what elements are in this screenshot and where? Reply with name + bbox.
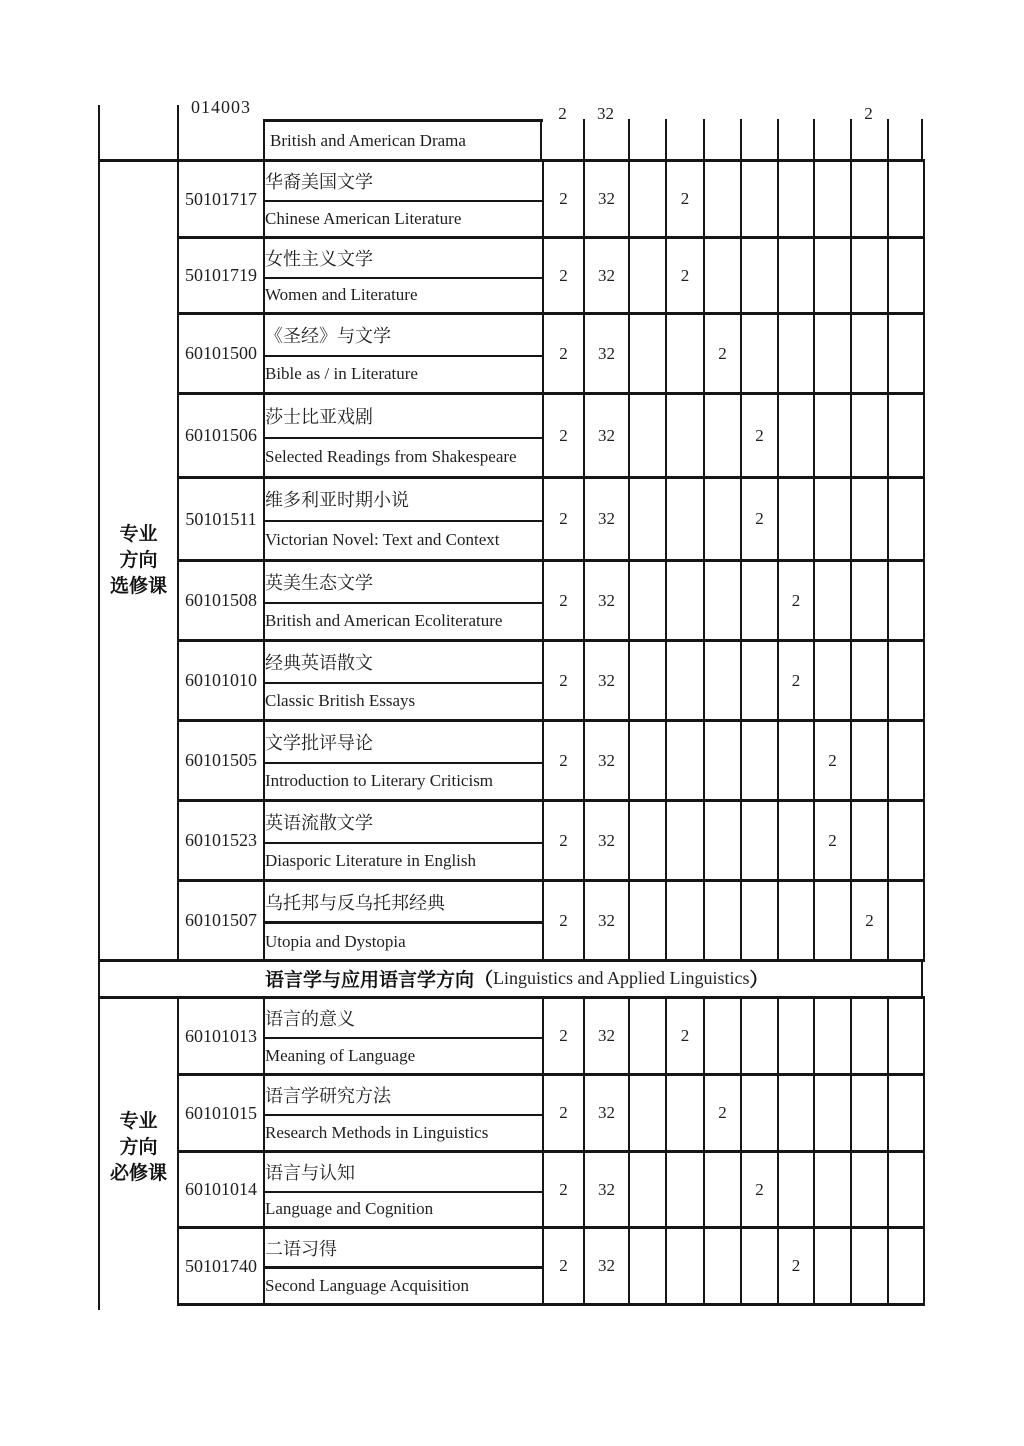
semester-7-cell — [851, 314, 888, 394]
hours-cell: 32 — [584, 641, 629, 721]
course-name-zh-cell: 乌托邦与反乌托邦经典 — [264, 881, 543, 923]
semester-2-cell — [666, 1228, 704, 1305]
grid-line — [703, 119, 705, 161]
credits-cell: 2 — [543, 721, 584, 801]
category-label-line: 方向 — [119, 1136, 158, 1158]
category-label-line: 专业 — [119, 523, 158, 545]
grid-line — [887, 119, 889, 161]
semester-3-cell — [704, 641, 741, 721]
semester-1-cell — [629, 721, 666, 801]
semester-8-cell — [888, 1228, 924, 1305]
credits-cell: 2 — [543, 561, 584, 641]
semester-2-cell: 2 — [666, 998, 704, 1075]
partial-course-name-en — [266, 124, 542, 158]
semester-5-cell — [778, 1075, 814, 1152]
semester-6-cell — [814, 881, 851, 961]
course-code-cell: 50101719 — [178, 238, 264, 314]
semester-7-cell — [851, 478, 888, 561]
credits-cell: 2 — [543, 314, 584, 394]
semester-4-cell: 2 — [741, 1152, 778, 1228]
semester-4-cell — [741, 721, 778, 801]
semester-4-cell — [741, 314, 778, 394]
semester-1-cell — [629, 1152, 666, 1228]
semester-6-cell: 2 — [814, 801, 851, 881]
course-name-zh-cell: 维多利亚时期小说 — [264, 478, 543, 521]
semester-3-cell — [704, 394, 741, 478]
semester-7-cell — [851, 721, 888, 801]
direction-header-zh: 语言学与应用语言学方向 — [265, 970, 475, 991]
course-row — [99, 238, 924, 278]
partial-hours: 32 — [597, 104, 614, 123]
course-name-zh-cell: 莎士比亚戏剧 — [264, 394, 543, 438]
credits-cell: 2 — [543, 1228, 584, 1305]
semester-2-cell — [666, 1152, 704, 1228]
semester-3-cell — [704, 161, 741, 238]
semester-8-cell — [888, 314, 924, 394]
partial-course-name-en-text: British and American Drama — [270, 131, 466, 150]
semester-5-cell — [778, 881, 814, 961]
semester-8-cell — [888, 641, 924, 721]
course-row — [99, 641, 924, 683]
semester-5-cell — [778, 161, 814, 238]
course-name-en-cell: Language and Cognition — [264, 1192, 543, 1228]
course-row — [99, 1075, 924, 1115]
semester-4-cell — [741, 238, 778, 314]
credits-cell: 2 — [543, 238, 584, 314]
semester-2-cell — [666, 801, 704, 881]
course-name-en-cell: British and American Ecoliterature — [264, 603, 543, 641]
semester-4-cell — [741, 1228, 778, 1305]
hours-cell: 32 — [584, 721, 629, 801]
semester-1-cell — [629, 1228, 666, 1305]
grid-line — [740, 119, 742, 161]
course-name-en-cell: Introduction to Literary Criticism — [264, 763, 543, 801]
course-code-cell: 60101507 — [178, 881, 264, 961]
semester-7-cell — [851, 1152, 888, 1228]
semester-3-cell — [704, 801, 741, 881]
grid-line — [98, 1304, 100, 1310]
semester-1-cell — [629, 314, 666, 394]
course-name-en-cell: Second Language Acquisition — [264, 1268, 543, 1305]
semester-5-cell: 2 — [778, 1228, 814, 1305]
semester-8-cell — [888, 394, 924, 478]
credits-cell: 2 — [543, 394, 584, 478]
grid-line — [98, 105, 100, 161]
semester-5-cell — [778, 801, 814, 881]
semester-1-cell — [629, 394, 666, 478]
semester-6-cell — [814, 1075, 851, 1152]
semester-7-cell — [851, 161, 888, 238]
hours-cell: 32 — [584, 881, 629, 961]
semester-2-cell — [666, 314, 704, 394]
course-row — [99, 881, 924, 923]
course-name-zh-cell: 经典英语散文 — [264, 641, 543, 683]
credits-cell: 2 — [543, 161, 584, 238]
hours-cell: 32 — [584, 238, 629, 314]
course-row — [99, 1228, 924, 1268]
category-label-elective — [100, 522, 177, 600]
course-row — [99, 998, 924, 1038]
grid-line — [263, 119, 265, 161]
semester-6-cell — [814, 998, 851, 1075]
course-row — [99, 721, 924, 763]
semester-1-cell — [629, 801, 666, 881]
semester-7-cell — [851, 998, 888, 1075]
hours-cell: 32 — [584, 1228, 629, 1305]
semester-2-cell — [666, 641, 704, 721]
course-code-cell: 60101508 — [178, 561, 264, 641]
course-code-cell: 60101015 — [178, 1075, 264, 1152]
course-code-cell: 50101717 — [178, 161, 264, 238]
semester-3-cell — [704, 238, 741, 314]
credits-cell: 2 — [543, 998, 584, 1075]
category-label-line: 方向 — [119, 549, 158, 571]
course-code-cell: 60101505 — [178, 721, 264, 801]
course-code-cell: 60101010 — [178, 641, 264, 721]
hours-cell: 32 — [584, 394, 629, 478]
semester-7-cell — [851, 238, 888, 314]
partial-semester-value: 2 — [864, 104, 873, 123]
semester-6-cell — [814, 561, 851, 641]
semester-5-cell: 2 — [778, 641, 814, 721]
semester-8-cell — [888, 238, 924, 314]
semester-8-cell — [888, 721, 924, 801]
semester-1-cell — [629, 561, 666, 641]
semester-3-cell — [704, 721, 741, 801]
course-name-zh-cell: 女性主义文学 — [264, 238, 543, 278]
grid-line — [263, 119, 543, 122]
course-name-en-cell: Meaning of Language — [264, 1038, 543, 1075]
semester-7-cell — [851, 1228, 888, 1305]
hours-cell: 32 — [584, 161, 629, 238]
semester-8-cell — [888, 881, 924, 961]
direction-header-close-paren: ） — [749, 970, 769, 991]
category-cell-required — [99, 998, 178, 1305]
grid-line — [665, 119, 667, 161]
semester-8-cell — [888, 1152, 924, 1228]
course-row — [99, 478, 924, 521]
category-label-required — [100, 1109, 177, 1195]
semester-6-cell — [814, 238, 851, 314]
semester-2-cell: 2 — [666, 238, 704, 314]
semester-6-cell — [814, 641, 851, 721]
semester-2-cell — [666, 1075, 704, 1152]
semester-3-cell — [704, 561, 741, 641]
semester-2-cell — [666, 561, 704, 641]
grid-line — [777, 119, 779, 161]
course-code-cell: 60101506 — [178, 394, 264, 478]
semester-3-cell — [704, 478, 741, 561]
course-code-cell: 60101523 — [178, 801, 264, 881]
course-name-en-cell: Utopia and Dystopia — [264, 923, 543, 961]
semester-4-cell — [741, 161, 778, 238]
semester-2-cell — [666, 478, 704, 561]
semester-8-cell — [888, 161, 924, 238]
course-name-en-cell: Classic British Essays — [264, 683, 543, 721]
semester-1-cell — [629, 641, 666, 721]
category-label-line: 选修课 — [109, 575, 167, 597]
semester-6-cell — [814, 1228, 851, 1305]
category-cell-elective — [99, 161, 178, 961]
linguistics-direction-header — [98, 959, 923, 999]
course-name-zh-cell: 语言学研究方法 — [264, 1075, 543, 1115]
credits-cell: 2 — [543, 641, 584, 721]
course-name-en-cell: Chinese American Literature — [264, 201, 543, 238]
semester-3-cell — [704, 998, 741, 1075]
semester-7-cell — [851, 394, 888, 478]
category-label-line: 必修课 — [109, 1162, 167, 1184]
hours-cell: 32 — [584, 801, 629, 881]
semester-4-cell — [741, 1075, 778, 1152]
course-code-cell: 60101014 — [178, 1152, 264, 1228]
course-row — [99, 1152, 924, 1192]
semester-3-cell — [704, 1228, 741, 1305]
semester-1-cell — [629, 881, 666, 961]
course-row — [99, 801, 924, 843]
course-code-cell: 50101511 — [178, 478, 264, 561]
semester-5-cell — [778, 998, 814, 1075]
semester-5-cell: 2 — [778, 561, 814, 641]
semester-7-cell — [851, 561, 888, 641]
semester-6-cell — [814, 394, 851, 478]
course-row — [99, 314, 924, 356]
semester-1-cell — [629, 1075, 666, 1152]
semester-1-cell — [629, 478, 666, 561]
course-code-cell: 60101500 — [178, 314, 264, 394]
course-name-en-cell: Selected Readings from Shakespeare — [264, 438, 543, 478]
semester-2-cell: 2 — [666, 161, 704, 238]
grid-line — [628, 119, 630, 161]
semester-4-cell: 2 — [741, 478, 778, 561]
grid-line — [813, 119, 815, 161]
credits-cell: 2 — [543, 478, 584, 561]
semester-4-cell — [741, 641, 778, 721]
semester-8-cell — [888, 561, 924, 641]
semester-5-cell — [778, 394, 814, 478]
course-name-zh-cell: 二语习得 — [264, 1228, 543, 1268]
course-code-cell: 50101740 — [178, 1228, 264, 1305]
hours-cell: 32 — [584, 1075, 629, 1152]
course-name-zh-cell: 语言与认知 — [264, 1152, 543, 1192]
semester-5-cell — [778, 1152, 814, 1228]
hours-cell: 32 — [584, 561, 629, 641]
credits-cell: 2 — [543, 1075, 584, 1152]
semester-6-cell — [814, 314, 851, 394]
hours-cell: 32 — [584, 314, 629, 394]
semester-4-cell — [741, 561, 778, 641]
semester-2-cell — [666, 394, 704, 478]
semester-8-cell — [888, 801, 924, 881]
course-name-en-cell: Bible as / in Literature — [264, 356, 543, 394]
semester-5-cell — [778, 478, 814, 561]
semester-4-cell — [741, 881, 778, 961]
course-name-zh-cell: 英语流散文学 — [264, 801, 543, 843]
semester-7-cell: 2 — [851, 881, 888, 961]
semester-8-cell — [888, 998, 924, 1075]
semester-6-cell: 2 — [814, 721, 851, 801]
course-name-zh-cell: 《圣经》与文学 — [264, 314, 543, 356]
elective-courses-table — [98, 159, 925, 962]
direction-header-open-paren: （ — [474, 970, 494, 991]
semester-8-cell — [888, 1075, 924, 1152]
required-courses-table — [98, 996, 925, 1306]
category-label-line: 专业 — [119, 1110, 158, 1132]
course-row — [99, 161, 924, 201]
course-name-en-cell: Research Methods in Linguistics — [264, 1115, 543, 1152]
course-name-zh-cell: 语言的意义 — [264, 998, 543, 1038]
hours-cell: 32 — [584, 998, 629, 1075]
course-name-zh-cell: 英美生态文学 — [264, 561, 543, 603]
semester-2-cell — [666, 881, 704, 961]
course-name-en-cell: Diasporic Literature in English — [264, 843, 543, 881]
semester-3-cell: 2 — [704, 314, 741, 394]
direction-header-en: Linguistics and Applied Linguistics — [493, 968, 750, 988]
semester-6-cell — [814, 478, 851, 561]
partial-credits: 2 — [558, 104, 567, 123]
semester-4-cell — [741, 998, 778, 1075]
hours-cell: 32 — [584, 478, 629, 561]
semester-1-cell — [629, 998, 666, 1075]
semester-5-cell — [778, 238, 814, 314]
semester-5-cell — [778, 314, 814, 394]
course-name-zh-cell: 文学批评导论 — [264, 721, 543, 763]
semester-7-cell — [851, 1075, 888, 1152]
semester-3-cell — [704, 881, 741, 961]
hours-cell: 32 — [584, 1152, 629, 1228]
semester-4-cell: 2 — [741, 394, 778, 478]
course-name-zh-cell: 华裔美国文学 — [264, 161, 543, 201]
credits-cell: 2 — [543, 801, 584, 881]
semester-6-cell — [814, 161, 851, 238]
semester-4-cell — [741, 801, 778, 881]
semester-8-cell — [888, 478, 924, 561]
credits-cell: 2 — [543, 1152, 584, 1228]
course-name-en-cell: Women and Literature — [264, 278, 543, 314]
partial-course-code: 014003 — [191, 97, 251, 117]
semester-6-cell — [814, 1152, 851, 1228]
semester-1-cell — [629, 161, 666, 238]
course-row — [99, 561, 924, 603]
semester-3-cell: 2 — [704, 1075, 741, 1152]
grid-line — [921, 119, 923, 161]
course-code-cell: 60101013 — [178, 998, 264, 1075]
course-row — [99, 394, 924, 438]
semester-7-cell — [851, 801, 888, 881]
credits-cell: 2 — [543, 881, 584, 961]
semester-5-cell — [778, 721, 814, 801]
semester-3-cell — [704, 1152, 741, 1228]
semester-1-cell — [629, 238, 666, 314]
semester-2-cell — [666, 721, 704, 801]
semester-7-cell — [851, 641, 888, 721]
course-name-en-cell: Victorian Novel: Text and Context — [264, 521, 543, 561]
